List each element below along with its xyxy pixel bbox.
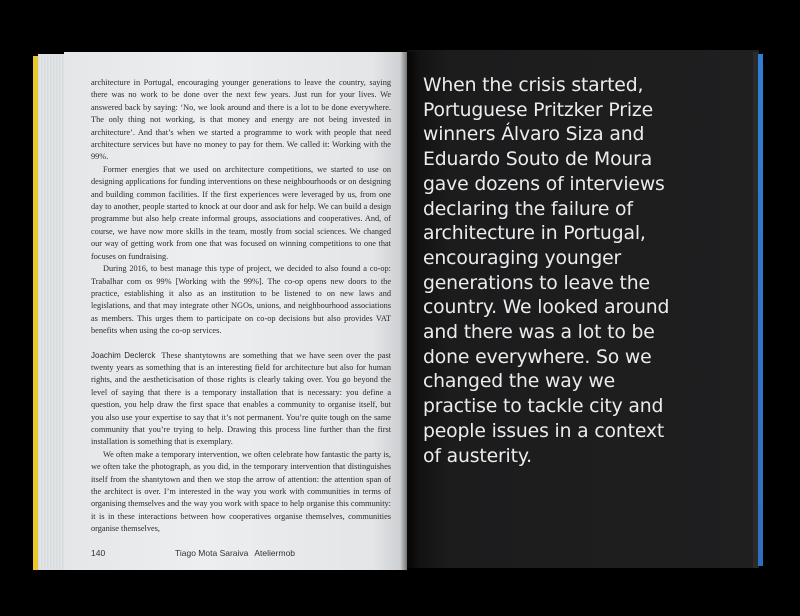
- quote-line: When the crisis started,: [423, 75, 644, 96]
- body-text: [91, 77, 391, 536]
- quote-line: gave dozens of interviews: [423, 173, 665, 195]
- paragraph: We often make a temporary intervention, we often celebrate how fantastic the party is, we often take the photograph, as you did, in the temporary intervention that distinguishes itself from the shantytown and then we stop the arrow of attention: the attention span of the architect is over. I’m interested in the way you work with communities in terms of organising themselves and the way you work with space to help organise this community: it is in these interactions between how cooperatives organise themselves, communities organise themselves,: [91, 449, 391, 534]
- footer-author: Tiago Mota Saraiva: [175, 548, 249, 558]
- paragraph: architecture in Portugal, encouraging younger generations to leave the country, saying there was no work to be done over the next few years. Just run for your lives. We answered back by saying: ‘No, we look around and there is a lot to be done everywhere. The only thing not working, is that money and energy are not being invested in architecture’. And that’s when we started a programme to work with people that need architecture services but have no money to pay for them. We called it: Working with the 99%.: [91, 78, 391, 162]
- quote-line: architecture in Portugal,: [423, 223, 646, 245]
- quote-line: practise to tackle city and: [423, 396, 664, 418]
- speaker-name: Joachim Declerck: [91, 350, 156, 360]
- paragraph: Former energies that we used on architecture competitions, we started to use on designing applications for funding interventions on these neighbourhoods or on designing and building common facilities. If the first experiences were leveraged by us, from one day to another, people started to knock at our door and ask for help. We can build a design programme but also help create informal groups, associations and cooperatives. And, of course, we have now more skills in the team, mostly from social sciences. We changed our way of getting work from one that was focused on winning competitions to one that focuses on fundraising.: [91, 164, 391, 261]
- quote-line: done everywhere. So we: [423, 346, 652, 368]
- pull-quote: [423, 74, 758, 469]
- footer-studio: Ateliermob: [254, 548, 296, 558]
- paragraph-with-speaker: Joachim Declerck These shantytowns are something that we have seen over the past twenty years as something that is an interesting field for architecture but also for human rights, and the aestheticisation of those rights is clearly taking over. You go beyond the level of saying that there is a temporary installation that is necessary: you define a question, you help draw the first space that enables a community to organise itself, but you also use your expertise to say that it’s not permanent. You’re quite tough on the same community that you’re trying to help. Drawing this process line further than the first installation is something that is exemplary.: [91, 350, 391, 447]
- quote-line: winners Álvaro Siza and: [423, 124, 645, 146]
- quote-line: Eduardo Souto de Moura: [423, 149, 653, 171]
- book-gutter-shadow: [400, 52, 420, 570]
- blue-page-edge: [758, 54, 763, 566]
- page-footer: [91, 548, 391, 558]
- paragraph: During 2016, to best manage this type of project, we decided to also found a co-op: Trabalhar com os 99% [Working with the 99%]. The co-op opens new doors to the practice, establishing it also as an institution to be listened to on new laws and legislations, and that may integrate other NGOs, unions, and neighbourhood associations as members. This urges them to participate on co-op decisions but also provides VAT benefits when using the co-op services.: [91, 264, 391, 336]
- quote-line: people issues in a context: [423, 420, 665, 442]
- quote-line: Portuguese Pritzker Prize: [423, 99, 654, 121]
- quote-line: of austerity.: [423, 445, 532, 467]
- left-page-stack: [38, 54, 66, 570]
- quote-line: encouraging younger: [423, 247, 622, 269]
- left-page: [64, 52, 407, 570]
- quote-line: changed the way we: [423, 371, 615, 393]
- quote-line: and there was a lot to be: [423, 322, 655, 344]
- quote-line: country. We looked around: [423, 297, 670, 319]
- quote-line: declaring the failure of: [423, 198, 633, 220]
- page-number: 140: [91, 548, 106, 558]
- quote-line: generations to leave the: [423, 272, 650, 294]
